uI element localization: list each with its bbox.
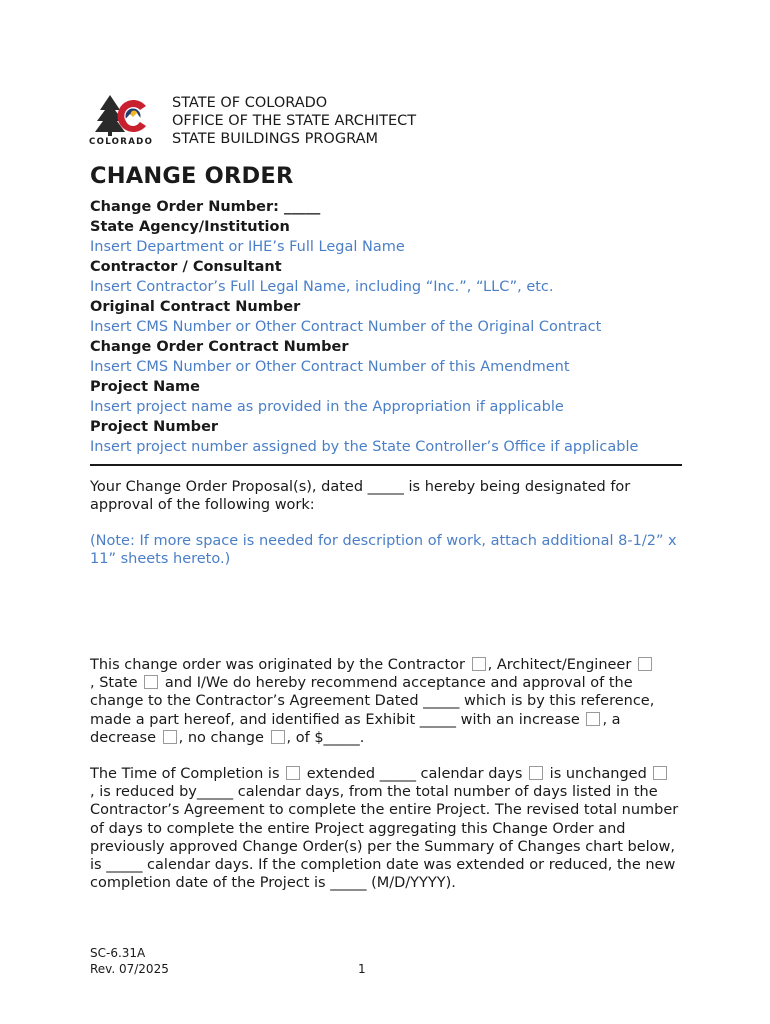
agency-header [172, 94, 416, 148]
no-change-checkbox[interactable] [271, 730, 285, 744]
original-contract-value[interactable]: Insert CMS Number or Other Contract Number of the Original Contract [90, 319, 602, 335]
contractor-checkbox[interactable] [472, 657, 486, 671]
page-number: 1 [358, 962, 366, 976]
origin-text-1: This change order was originated by the Contractor [90, 657, 470, 673]
original-contract-label: Original Contract Number [90, 299, 301, 315]
proposal-paragraph: Your Change Order Proposal(s), dated _____ is hereby being designated for approval of the following work: [90, 479, 631, 514]
origin-text-3: , State [90, 675, 143, 692]
time-text-2: extended _____ calendar days [302, 766, 528, 782]
origin-text-5: , a decrease [90, 711, 621, 746]
extended-checkbox[interactable] [286, 766, 300, 780]
increase-checkbox[interactable] [586, 712, 600, 726]
co-contract-value[interactable]: Insert CMS Number or Other Contract Number of this Amendment [90, 359, 570, 375]
contract-fields [90, 198, 690, 458]
contractor-value[interactable]: Insert Contractor’s Full Legal Name, including “Inc.”, “LLC”, etc. [90, 279, 554, 295]
origin-paragraph [90, 656, 690, 747]
agency-line-state: STATE OF COLORADO [172, 95, 328, 111]
colorado-logo [88, 92, 164, 146]
project-number-label: Project Number [90, 419, 219, 435]
form-id: SC-6.31A [90, 946, 146, 960]
project-name-value[interactable]: Insert project name as provided in the Appropriation if applicable [90, 399, 564, 415]
agency-value[interactable]: Insert Department or IHE’s Full Legal Name [90, 239, 405, 255]
agency-label: State Agency/Institution [90, 219, 290, 235]
agency-line-office: OFFICE OF THE STATE ARCHITECT [172, 113, 417, 129]
footer [90, 946, 169, 977]
contractor-label: Contractor / Consultant [90, 259, 282, 275]
co-contract-label: Change Order Contract Number [90, 339, 349, 355]
note-paragraph: (Note: If more space is needed for description of work, attach additional 8-1/2” x 11” sheets hereto.) [90, 533, 677, 568]
architect-checkbox[interactable] [638, 657, 652, 671]
divider [90, 464, 682, 466]
origin-text-7: , of $_____. [286, 729, 365, 746]
logo-wordmark: COLORADO [89, 137, 154, 146]
decrease-checkbox[interactable] [163, 730, 177, 744]
project-number-value[interactable]: Insert project number assigned by the State Controller’s Office if applicable [90, 439, 639, 455]
time-text-3: is unchanged [545, 766, 652, 782]
unchanged-checkbox[interactable] [529, 766, 543, 780]
state-checkbox[interactable] [144, 675, 158, 689]
origin-text-4: and I/We do hereby recommend acceptance and approval of the change to the Contractor’s Agreement Dated _____ which is by this reference, made a part hereof, and identified as Exhibit _____ with an increase [90, 675, 655, 728]
document-title: CHANGE ORDER [90, 163, 294, 189]
change-order-number: Change Order Number: _____ [90, 199, 321, 215]
project-name-label: Project Name [90, 379, 200, 395]
colorado-logo-icon [88, 92, 164, 146]
time-text-4: , is reduced by_____ calendar days, from the total number of days listed in the Contractor’s Agreement to complete the entire Project. The revised total number of days to complete the entire Project aggregating this Change Order and previously approved Change Order(s) per the Summary of Changes chart below, is _____ calendar days. If the completion date was extended or reduced, the new completion date of the Project is _____ (M/D/YYYY). [90, 784, 679, 892]
origin-text-2: , Architect/Engineer [487, 657, 636, 673]
reduced-checkbox[interactable] [653, 766, 667, 780]
agency-line-program: STATE BUILDINGS PROGRAM [172, 131, 378, 147]
time-paragraph [90, 765, 690, 892]
time-text-1: The Time of Completion is [90, 766, 285, 782]
origin-text-6: , no change [178, 729, 269, 746]
revision-date: Rev. 07/2025 [90, 961, 169, 976]
